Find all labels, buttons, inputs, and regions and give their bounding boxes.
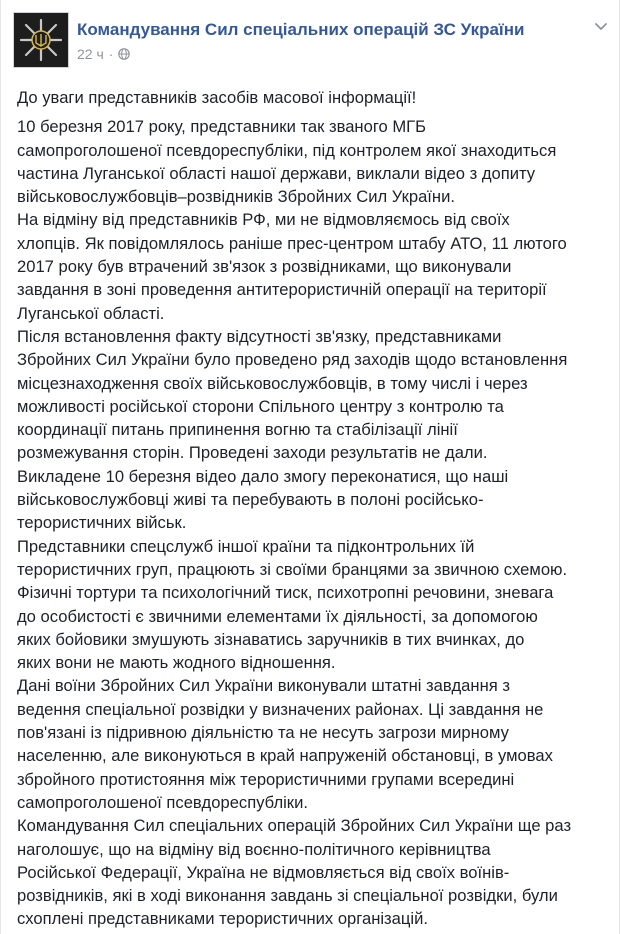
chevron-down-icon[interactable] (593, 18, 609, 34)
post-paragraph: Дані воїни Збройних Сил України виконували штатні завдання з ведення спеціальної розвідки у визначених районах. Ці завдання не пов'язані із підривною діяльністю та не несуть загрози мирному населенню, але виконуються в край напруженій обстановці, в умовах збройного протистояння між терористичними групами всередині самопроголошеної псевдореспубліки. (17, 676, 553, 812)
post-paragraph: Викладене 10 березня відео дало змогу переконатися, що наші військовослужбовці живі та перебувають в полоні російсько- терористичних військ. (17, 466, 509, 533)
post-paragraph: Командування Сил спеціальних операцій Збройних Сил України ще раз наголошує, що на відміну від воєнно-політичного керівництва Російської Федерації, Україна не відмовляється від своїх воїнів- розвідників, які в ході виконання завдань зі спеціальної розвідки, були схоплені представниками терористичних організацій. (17, 816, 572, 929)
page-name-link[interactable]: Командування Сил спеціальних операцій ЗС України (77, 20, 525, 39)
post-paragraph: До уваги представників засобів масової інформації! (17, 88, 417, 107)
post-paragraph: На відміну від представників РФ, ми не відмовляємось від своїх хлопців. Як повідомлялось раніше прес-центром штабу АТО, 11 лютого 2017 року був втрачений зв'язок з розвідниками, що виконували завдання в зоні проведення антитерористичній операції на території Луганської області. (17, 210, 567, 323)
trident-emblem-icon (14, 13, 68, 67)
post-paragraph: 10 березня 2017 року, представники так званого МГБ самопроголошеної псевдореспубліки, під контролем якої знаходиться частина Луганської області нашої держави, виклали відео з допиту військовослужбовців–розвідників Збройних Сил України. (17, 117, 557, 207)
post-header (13, 12, 609, 68)
meta-separator: · (108, 46, 114, 62)
post-paragraph: Після встановлення факту відсутності зв'язку, представниками Збройних Сил України було проведено ряд заходів щодо встановлення місцезнаходження своїх військовослужбовців, в тому числі і через можливості російської сторони Спільного центру з контролю та координації питань припинення вогню та стабілізації лінії розмежування сторін. Проведені заходи результатів не дали. (17, 326, 568, 463)
avatar[interactable] (13, 12, 69, 68)
post-timestamp[interactable]: 22 ч (77, 46, 104, 62)
globe-icon[interactable] (118, 48, 130, 60)
post-meta (77, 46, 130, 62)
post-paragraph: Представники спецслужб іншої країни та підконтрольних їй терористичних груп, працюють зі своїми бранцями за звичною схемою. Фізичні тортури та психологічний тиск, психотропні речовини, зневага до особистості є звичними елементами їх діяльності, за допомогою яких бойовики змушують зізнаватись заручників в тих вчинках, до яких вони не мають жодного відношення. (17, 536, 568, 673)
post-body (17, 86, 611, 931)
